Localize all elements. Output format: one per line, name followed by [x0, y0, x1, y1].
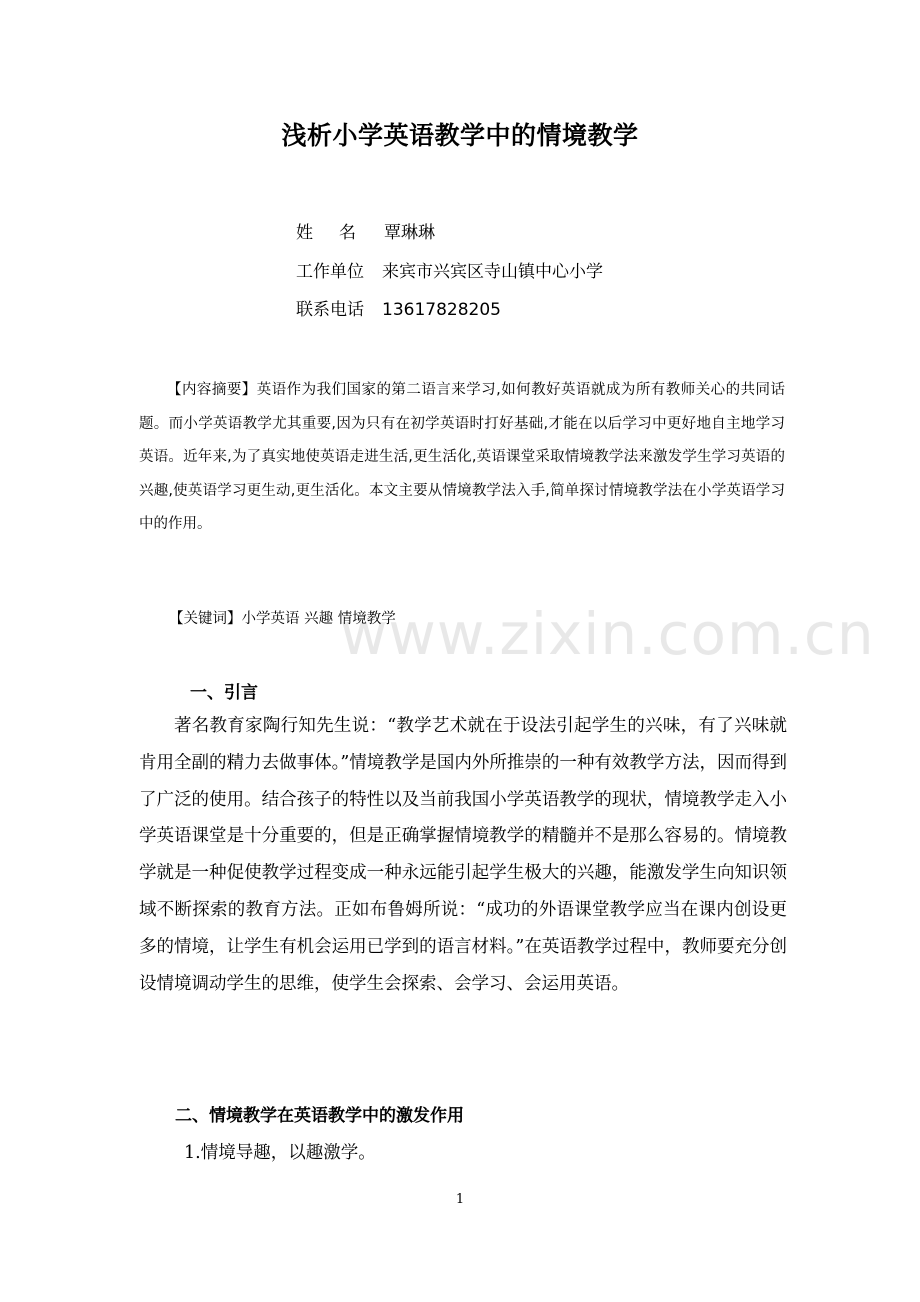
author-unit-row	[296, 262, 603, 282]
document-title: 浅析小学英语教学中的情境教学	[281, 121, 639, 150]
subsection-1: 1.情境导趣，以趣激学。	[184, 1143, 376, 1163]
unit-label: 工作单位	[296, 262, 364, 282]
section-heading-introduction: 一、引言	[190, 683, 258, 703]
abstract-paragraph: 【内容摘要】英语作为我们国家的第二语言来学习,如何教好英语就成为所有教师关心的共同话题。而小学英语教学尤其重要,因为只有在初学英语时打好基础,才能在以后学习中更好地自主地学习英语。近年来,为了真实地使英语走进生活,更生活化,英语课堂采取情境教学法来激发学生学习英语的兴趣,使英语学习更生动,更生活化。本文主要从情境教学法入手,简单探讨情境教学法在小学英语学习中的作用。	[139, 382, 785, 533]
keywords-line: 【关键词】小学英语 兴趣 情境教学	[169, 611, 396, 627]
phone-value: 13617828205	[382, 300, 501, 320]
author-phone-row	[296, 300, 501, 320]
name-value: 覃琳琳	[384, 223, 435, 243]
page-number: 1	[455, 1192, 465, 1207]
introduction-paragraph: 著名教育家陶行知先生说：“教学艺术就在于设法引起学生的兴味，有了兴味就肯用全副的精力去做事体。”情境教学是国内外所推崇的一种有效教学方法，因而得到了广泛的使用。结合孩子的特性以及当前我国小学英语教学的现状，情境教学走入小学英语课堂是十分重要的，但是正确掌握情境教学的精髓并不是那么容易的。情境教学就是一种促使教学过程变成一种永远能引起学生极大的兴趣，能激发学生向知识领域不断探索的教育方法。正如布鲁姆所说：“成功的外语课堂教学应当在课内创设更多的情境，让学生有机会运用已学到的语言材料。”在英语教学过程中，教师要充分创设情境调动学生的思维，使学生会探索、会学习、会运用英语。	[139, 716, 787, 994]
name-label: 姓名	[296, 223, 382, 243]
watermark: www.zixin.com.cn	[340, 600, 875, 668]
section-heading-2: 二、情境教学在英语教学中的激发作用	[175, 1106, 464, 1126]
unit-value: 来宾市兴宾区寺山镇中心小学	[382, 262, 603, 282]
author-name-row	[296, 223, 435, 243]
phone-label: 联系电话	[296, 300, 364, 320]
